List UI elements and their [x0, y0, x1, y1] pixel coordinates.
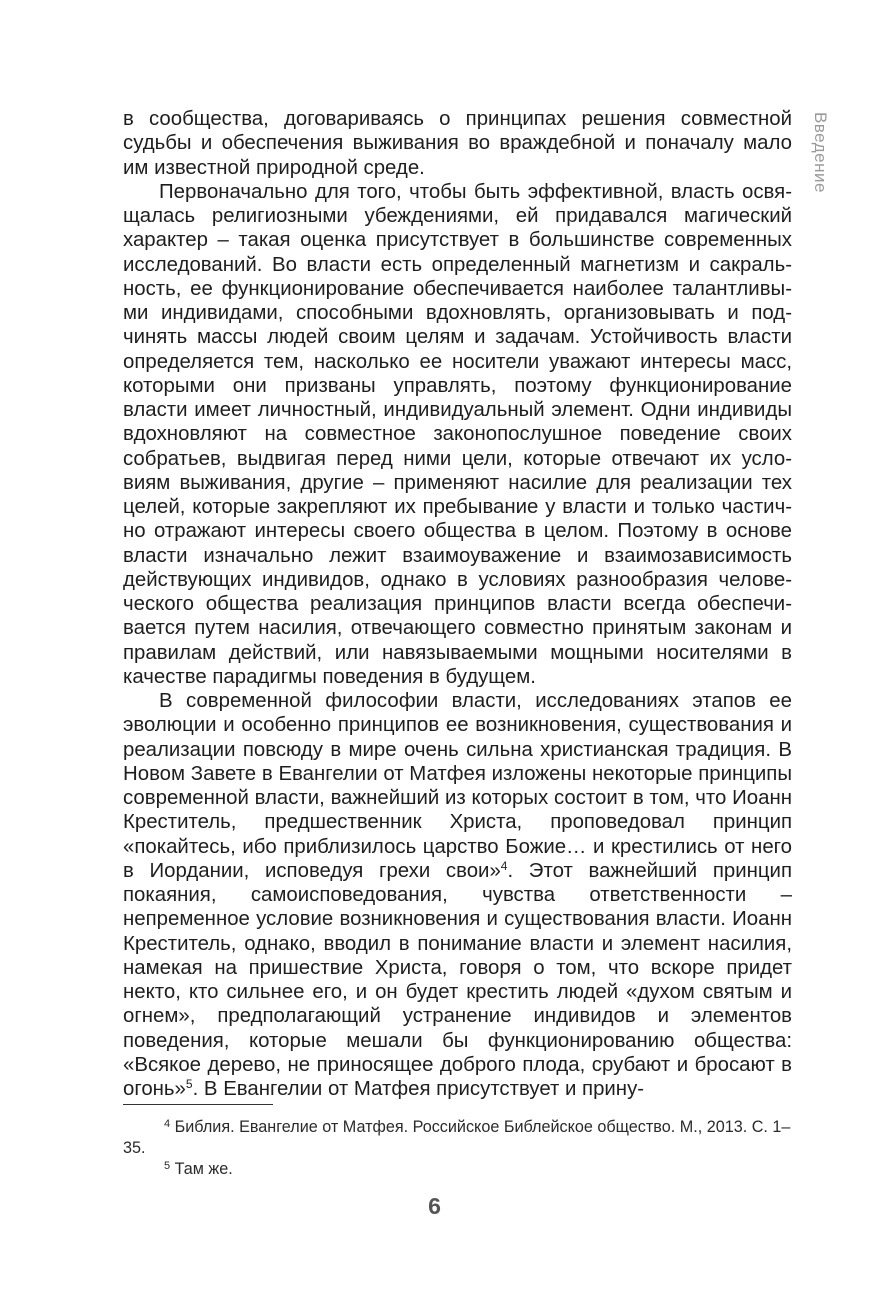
footnote-reference[interactable]: 5 — [185, 1077, 193, 1091]
paragraph-text: . В Евангелии от Матфея присутствует и прину- — [192, 1078, 645, 1100]
main-text — [123, 107, 792, 1101]
paragraph-text: В современной философии власти, исследованиях этапов ее эволюции и особенно принципов ее возникновения, существования и реализации повсюду в мире очень сильна христианская традиция. В Новом Завете в Евангелии от Матфея изложены некоторые принципы современной власти, важнейший из которых состоит в том, что Иоанн Креститель, предшественник Христа, проповедовал принцип «покайтесь, ибо приблизилось царство Божие… и крестились от него в Иордании, исповедуя грехи свои» — [123, 690, 792, 882]
footnote-text: Библия. Евангелие от Матфея. Российское Библейское общество. М., 2013. С. 1–35. — [123, 1118, 791, 1157]
footnote — [123, 1159, 792, 1180]
footnote-text: Там же. — [170, 1160, 233, 1178]
paragraph: в сообщества, договариваясь о принципах решения совместной судьбы и обеспечения выживания во враждебной и поначалу мало им известной природной среде. — [123, 108, 792, 179]
page-number: 6 — [428, 1193, 441, 1219]
paragraph-text: . Этот важнейший принцип покаяния, самоисповедования, чувства ответственности – непременное условие возникновения и существования власти. Иоанн Креститель, однако, вводил в понимание власти и элемент насилия, намекая на пришествие Христа, говоря о том, что вскоре придет некто, кто сильнее его, и он будет крестить людей «духом святым и огнем», предполагающий устранение индивидов и элементов поведения, которые мешали бы функционированию общества: «Всякое дерево, не приносящее доброго плода, срубают и бросают в огонь» — [123, 859, 792, 1100]
paragraph — [123, 689, 792, 1101]
footnote-divider — [123, 1104, 273, 1105]
footnote — [123, 1117, 792, 1159]
paragraph: Первоначально для того, чтобы быть эффективной, власть освящалась религиозными убеждениями, ей придавался магический характер – такая оценка присутствует в большинстве современных исследований. Во власти есть определенный магнетизм и сакральность, ее функционирование обеспечивается наиболее талантливыми индивидами, способными вдохновлять, организовывать и подчинять массы людей своим целям и задачам. Устойчивость власти определяется тем, насколько ее носители уважают интересы масс, которыми они призваны управлять, поэтому функционирование власти имеет личностный, индивидуальный элемент. Одни индивиды вдохновляют на совместное законопослушное поведение своих собратьев, выдвигая перед ними цели, которые отвечают их условиям выживания, другие – применяют насилие для реализации тех целей, которые закрепляют их пребывание у власти и только частично отражают интересы своего общества в целом. Поэтому в основе власти изначально лежит взаимоуважение и взаимозависимость действующих индивидов, однако в условиях разнообразия человеческого общества реализация принципов власти всегда обеспечивается путем насилия, отвечающего совместно принятым законам и правилам действий, или навязываемыми мощными носителями в качестве парадигмы поведения в будущем. — [123, 180, 792, 688]
footnotes — [123, 1117, 792, 1180]
section-tab: Введение — [811, 112, 830, 193]
footnote-reference[interactable]: 4 — [500, 858, 508, 873]
footnote-mark: 4 — [164, 1118, 171, 1130]
footnote-mark: 5 — [164, 1160, 171, 1172]
